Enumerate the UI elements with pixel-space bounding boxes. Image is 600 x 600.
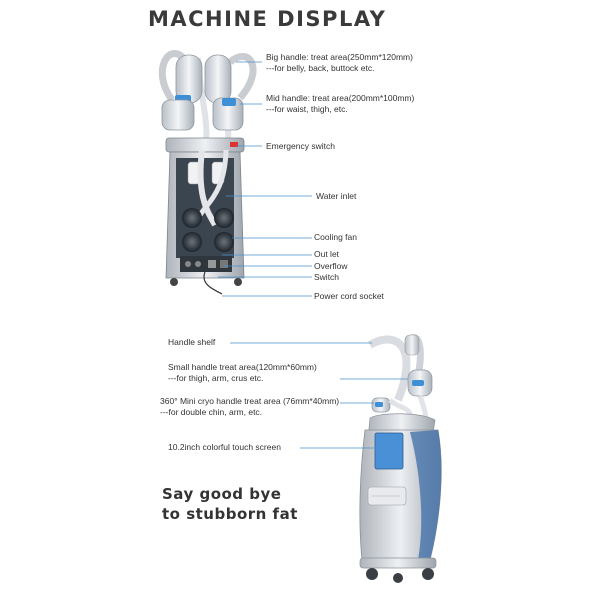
slogan-line-1: Say good bye bbox=[162, 485, 282, 503]
cooling-fan bbox=[182, 232, 202, 252]
cooling-fan-label: Cooling fan bbox=[314, 232, 358, 242]
emergency-switch-label: Emergency switch bbox=[266, 141, 335, 151]
page-title: MACHINE DISPLAY bbox=[148, 7, 387, 31]
slogan-line-2: to stubborn fat bbox=[162, 505, 298, 523]
handle-shelf-label: Handle shelf bbox=[168, 337, 216, 347]
mid-handle-label: Mid handle: treat area(200mm*100mm) ---for waist, thigh, etc. bbox=[266, 93, 415, 114]
big-handle-label: Big handle: treat area(250mm*120mm) ---for belly, back, buttock etc. bbox=[266, 52, 413, 73]
power-cord-socket-label: Power cord socket bbox=[314, 291, 384, 301]
cooling-fan bbox=[182, 208, 202, 228]
overflow-label: Overflow bbox=[314, 261, 348, 271]
touch-screen bbox=[375, 433, 403, 469]
cooling-fan bbox=[214, 232, 234, 252]
water-inlet-label: Water inlet bbox=[316, 191, 357, 201]
cooling-fan bbox=[214, 208, 234, 228]
mini-cryo-handle-label: 360° Mini cryo handle treat area (76mm*40mm) ---for double chin, arm, etc. bbox=[160, 396, 340, 417]
switch-label: Switch bbox=[314, 272, 340, 282]
outlet-label: Out let bbox=[314, 249, 340, 259]
slogan bbox=[162, 484, 298, 524]
machine-2-illustration bbox=[360, 335, 441, 583]
touch-screen-label: 10.2inch colorful touch screen bbox=[168, 442, 281, 452]
hose bbox=[230, 56, 253, 98]
small-handle-label: Small handle treat area(120mm*60mm) ---for thigh, arm, crus etc. bbox=[168, 362, 317, 383]
